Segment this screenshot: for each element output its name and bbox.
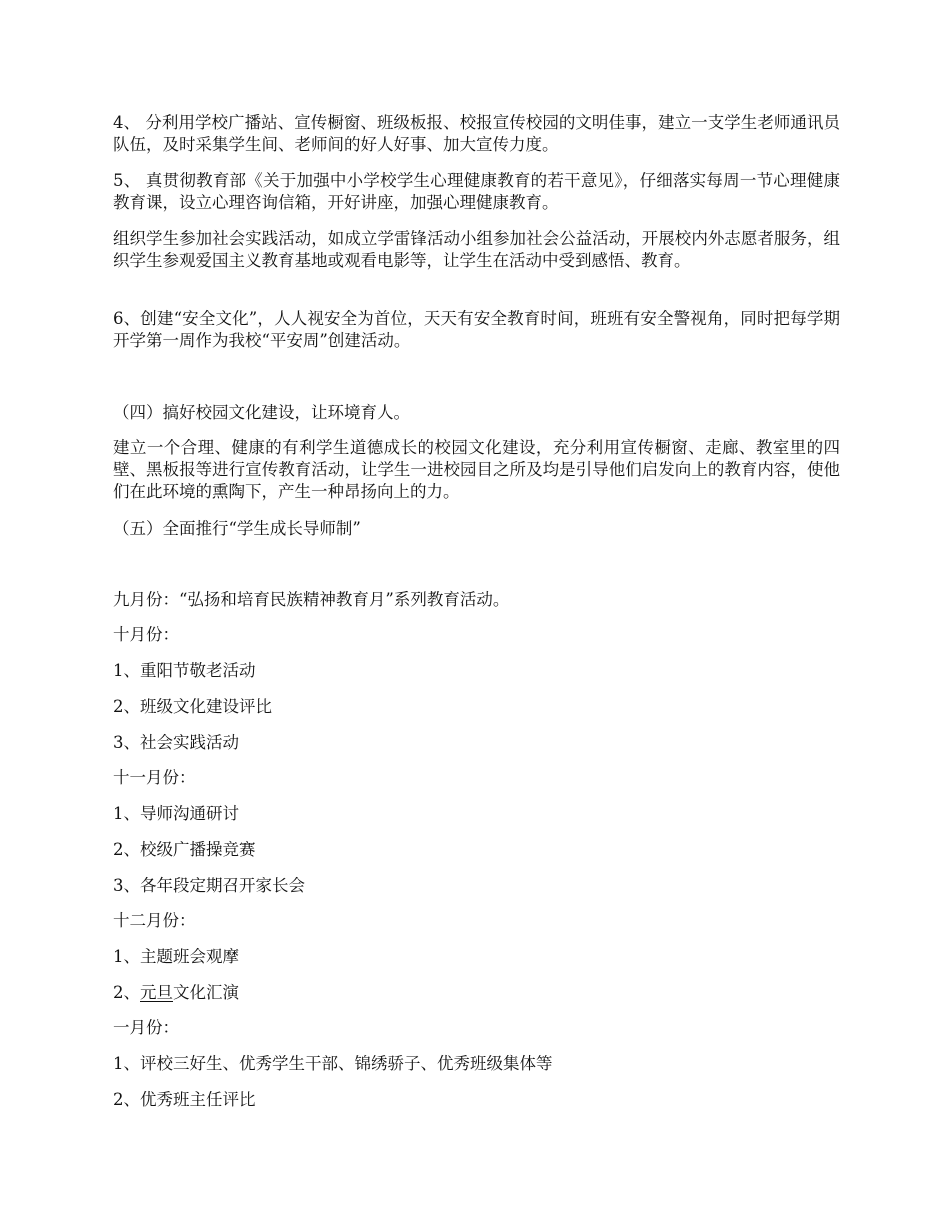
section-heading-4: （四）搞好校园文化建设，让环境育人。 (113, 403, 410, 422)
paragraph-item-5: 5、 真贯彻教育部《关于加强中小学校学生心理健康教育的若干意见》，仔细落实每周一节心理健康教育课，设立心理咨询信箱，开好讲座，加强心理健康教育。 (113, 171, 840, 212)
schedule-november-item-3: 3、各年段定期召开家长会 (113, 876, 305, 895)
schedule-january-item-1: 1、评校三好生、优秀学生干部、锦绣骄子、优秀班级集体等 (113, 1054, 553, 1073)
paragraph-campus-culture: 建立一个合理、健康的有利学生道德成长的校园文化建设，充分利用宣传橱窗、走廊、教室里的四壁、黑板报等进行宣传教育活动，让学生一进校园目之所及均是引导他们启发向上的教育内容，使他们在此环境的熏陶下，产生一种昂扬向上的力。 (113, 438, 840, 501)
schedule-october-item-1: 1、重阳节敬老活动 (113, 661, 256, 680)
schedule-december-item-2 (113, 982, 239, 1004)
schedule-december-item-2-prefix: 2、 (113, 983, 140, 1002)
section-heading-5: （五）全面推行“学生成长导师制” (113, 519, 361, 538)
schedule-december-title: 十二月份： (113, 911, 196, 930)
schedule-december-item-1: 1、主题班会观摩 (113, 947, 239, 966)
schedule-october-item-3: 3、社会实践活动 (113, 733, 239, 752)
schedule-january-title: 一月份： (113, 1018, 179, 1037)
schedule-october-item-2: 2、班级文化建设评比 (113, 697, 272, 716)
schedule-november-item-1: 1、导师沟通研讨 (113, 804, 239, 823)
paragraph-social-practice: 组织学生参加社会实践活动，如成立学雷锋活动小组参加社会公益活动，开展校内外志愿者服务，组织学生参观爱国主义教育基地或观看电影等，让学生在活动中受到感悟、教育。 (113, 229, 840, 270)
schedule-january-item-2: 2、优秀班主任评比 (113, 1090, 256, 1109)
new-year-link[interactable]: 元旦 (140, 983, 173, 1002)
schedule-december-item-2-suffix: 文化汇演 (173, 983, 239, 1002)
paragraph-item-6: 6、创建“安全文化”，人人视安全为首位，天天有安全教育时间，班班有安全警视角，同时把每学期开学第一周作为我校“平安周”创建活动。 (113, 309, 840, 350)
paragraph-item-4: 4、 分利用学校广播站、宣传橱窗、班级板报、校报宣传校园的文明佳事，建立一支学生老师通讯员队伍，及时采集学生间、老师间的好人好事、加大宣传力度。 (113, 113, 840, 154)
schedule-november-item-2: 2、校级广播操竞赛 (113, 840, 256, 859)
schedule-october-title: 十月份： (113, 625, 179, 644)
schedule-november-title: 十一月份： (113, 768, 196, 787)
schedule-september: 九月份：“弘扬和培育民族精神教育月”系列教育活动。 (113, 590, 510, 609)
